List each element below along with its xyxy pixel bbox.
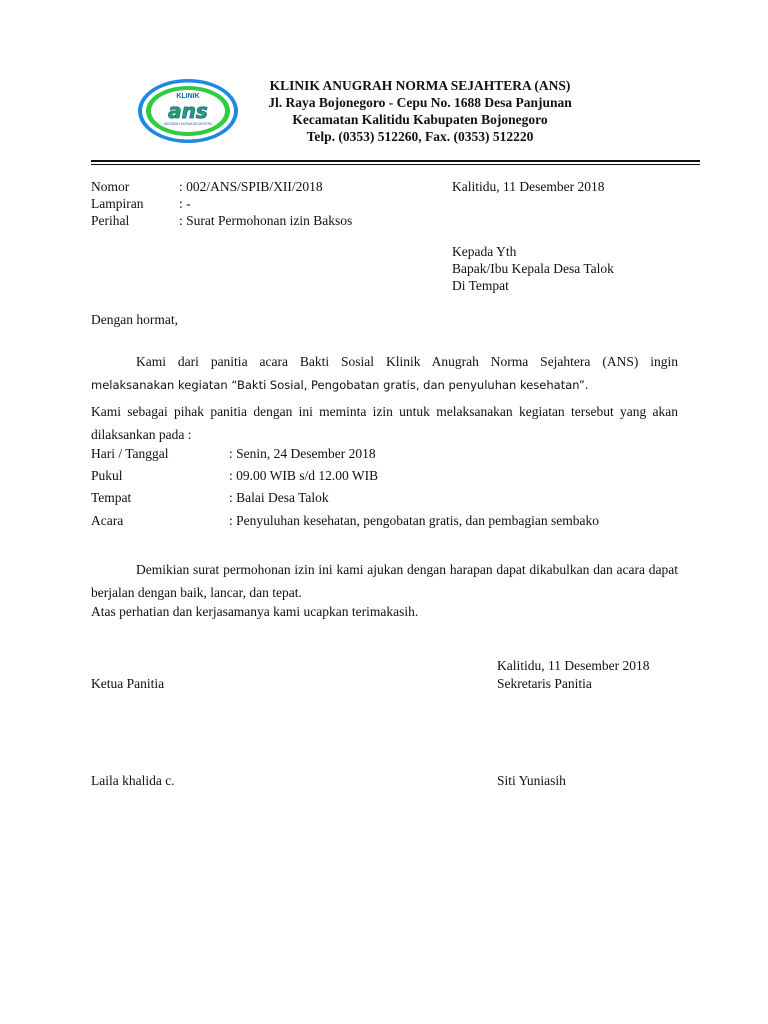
perihal-label: Perihal — [91, 213, 130, 228]
nomor-value: : 002/ANS/SPIB/XII/2018 — [179, 179, 323, 194]
logo-klinik-text: KLINIK — [176, 93, 200, 100]
header-divider — [91, 160, 700, 162]
paragraph-1-line-2: melaksanakan kegiatan “Bakti Sosial, Pengobatan gratis, dan penyuluhan kesehatan”. — [91, 378, 589, 392]
paragraph-2: Kami sebagai pihak panitia dengan ini meminta izin untuk melaksanakan kegiatan tersebut yang akan dilaksankan pada : — [91, 404, 678, 442]
left-signatory-name: Laila khalida c. — [91, 773, 175, 788]
paragraph-3-text: Demikian surat permohonan izin ini kami ajukan dengan harapan dapat dikabulkan dan acara dapat berjalan dengan baik, lancar, dan tepat. — [91, 562, 678, 600]
paragraph-1-line-1-text: Kami dari panitia acara Bakti Sosial Klinik Anugrah Norma Sejahtera (ANS) ingin — [136, 354, 678, 369]
paragraph-1-line-1 — [91, 354, 678, 370]
detail-label-4: Acara — [91, 513, 124, 528]
lampiran-value: : - — [179, 196, 191, 211]
lampiran-label: Lampiran — [91, 196, 144, 211]
greeting: Dengan hormat, — [91, 312, 178, 327]
right-signatory-name: Siti Yuniasih — [497, 773, 566, 788]
detail-label-1: Hari / Tanggal — [91, 446, 169, 461]
recipient-line-3: Di Tempat — [452, 278, 509, 293]
perihal-value: : Surat Permohonan izin Baksos — [179, 213, 353, 228]
left-signatory-role: Ketua Panitia — [91, 676, 165, 691]
detail-value-4: : Penyuluhan kesehatan, pengobatan gratis, dan pembagian sembako — [229, 513, 600, 528]
signature-date: Kalitidu, 11 Desember 2018 — [497, 658, 650, 673]
recipient-line-1: Kepada Yth — [452, 244, 517, 259]
paragraph-3 — [91, 558, 678, 604]
paragraph-4: Atas perhatian dan kerjasamanya kami ucapkan terimakasih. — [91, 604, 419, 619]
right-signatory-role: Sekretaris Panitia — [497, 676, 592, 691]
detail-label-3: Tempat — [91, 490, 132, 505]
letter-date: Kalitidu, 11 Desember 2018 — [452, 179, 605, 194]
logo-sub-text: ANUGRAH NORMA SEJAHTERA — [163, 122, 213, 126]
clinic-district: Kecamatan Kalitidu Kabupaten Bojonegoro — [292, 112, 548, 127]
clinic-logo — [136, 77, 240, 145]
clinic-name: KLINIK ANUGRAH NORMA SEJAHTERA (ANS) — [269, 78, 571, 93]
detail-value-2: : 09.00 WIB s/d 12.00 WIB — [229, 468, 379, 483]
header-divider-thin — [91, 164, 700, 165]
detail-label-2: Pukul — [91, 468, 123, 483]
logo-brand-text: ans — [168, 99, 208, 123]
detail-value-3: : Balai Desa Talok — [229, 490, 329, 505]
nomor-label: Nomor — [91, 179, 130, 194]
clinic-address: Jl. Raya Bojonegoro - Cepu No. 1688 Desa Panjunan — [268, 95, 572, 110]
clinic-phone: Telp. (0353) 512260, Fax. (0353) 512220 — [306, 129, 534, 144]
recipient-line-2: Bapak/Ibu Kepala Desa Talok — [452, 261, 614, 276]
detail-value-1: : Senin, 24 Desember 2018 — [229, 446, 376, 461]
